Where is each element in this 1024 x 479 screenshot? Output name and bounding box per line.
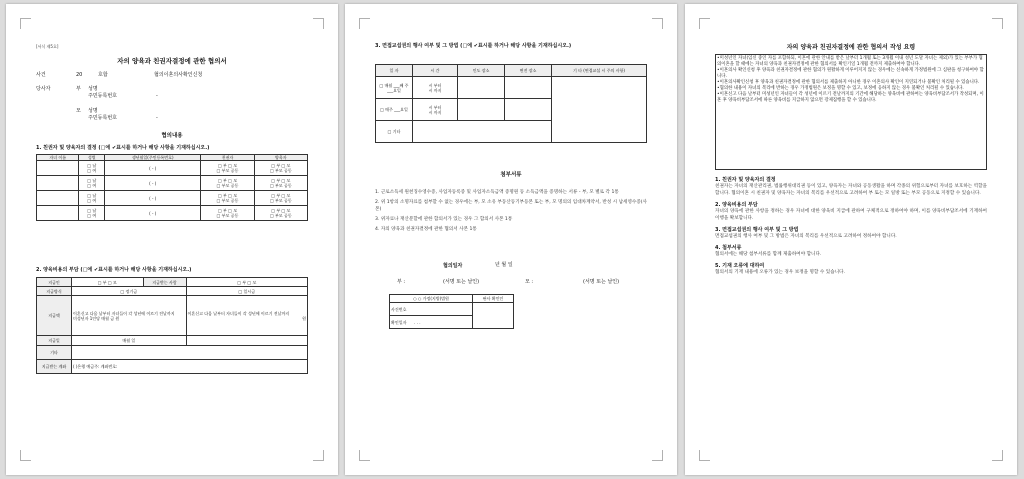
birth-cell[interactable]: ( - ) xyxy=(105,161,201,176)
case-label: 사건 xyxy=(36,72,46,78)
guardian-cell[interactable] xyxy=(254,176,307,191)
child-name-cell[interactable] xyxy=(37,161,79,176)
opt-mother[interactable]: □ 모 xyxy=(228,193,238,198)
crop-mark xyxy=(359,18,370,29)
crop-mark xyxy=(20,450,31,461)
table-row xyxy=(37,191,308,206)
court-box xyxy=(389,294,514,329)
case-name: 협의이혼의사확인신청 xyxy=(154,72,203,78)
support-table xyxy=(36,277,308,374)
note-item: • 이혼신고 다음 날부터 미성년인 자녀들이 각 성년에 이르기 전날까지의 기간에 해당하는 양육비에 관하여는 양육비부담조서가 작성되며, 이혼 후 양육비부담조서에 따른 양육비를 지급하지 않으면 강제집행을 할 수 있습니다. xyxy=(717,92,985,104)
note-item: • 이혼의사확인신청 후 양육과 친권자결정에 관한 협의서를 제출하지 아니한 경우 이혼의사 확인이 지연되거나 불확인 처리될 수 있습니다. xyxy=(717,80,985,86)
dash: - xyxy=(156,115,158,121)
crop-mark xyxy=(992,18,1003,29)
dash: - xyxy=(156,93,158,99)
attachment-item: 2. 위 1항의 소명자료를 첨부할 수 없는 경우에는 부, 모 소유 부동산등기부등본 또는 부, 모 명의의 임대차계약서, 반성 시 납세영수증(사본) xyxy=(375,200,647,212)
case-number-row[interactable] xyxy=(390,303,473,316)
time-cell[interactable] xyxy=(413,99,458,121)
child-name-cell[interactable] xyxy=(37,206,79,221)
judge-confirm: 판사 확인인 xyxy=(473,295,514,303)
page-title: 자의 양육과 친권자결정에 관한 협의서 xyxy=(117,57,227,65)
amount-periodic[interactable] xyxy=(72,296,187,336)
opt-mother[interactable]: □ 모 xyxy=(228,178,238,183)
case-year: 20 xyxy=(76,72,83,78)
section-head: 협의내용 xyxy=(161,133,183,139)
name-label: 성명 xyxy=(88,108,98,114)
mother-sign-label: 모 : xyxy=(525,279,534,285)
header-cell: 일 자 xyxy=(376,65,413,77)
crop-mark xyxy=(699,18,710,29)
gender-cell[interactable] xyxy=(79,206,105,221)
date-lump[interactable] xyxy=(186,336,307,346)
id-label: 주민등록번호 xyxy=(88,115,117,121)
day-other[interactable]: □ 기타 xyxy=(376,121,413,143)
gender-cell[interactable] xyxy=(79,191,105,206)
custody-cell[interactable] xyxy=(201,206,254,221)
opt-father[interactable]: □ 부 xyxy=(217,208,227,213)
time-from: 시 부터 xyxy=(428,82,442,88)
crop-mark xyxy=(313,450,324,461)
day-weekly[interactable]: □ 매주 ___요일 xyxy=(376,99,413,121)
opt-father[interactable]: □ 부 xyxy=(271,163,281,168)
notes-box xyxy=(715,54,987,170)
date-dots: . . . xyxy=(414,319,421,325)
attachments-head: 첨부서류 xyxy=(500,172,522,178)
handover-place[interactable] xyxy=(458,77,505,99)
gender-cell[interactable] xyxy=(79,176,105,191)
payer-opts[interactable] xyxy=(72,278,144,287)
opt-father[interactable]: □ 부 xyxy=(217,178,227,183)
guardian-cell[interactable] xyxy=(254,206,307,221)
crop-mark xyxy=(359,450,370,461)
header-cell: 기 타 (면접교섭 시 주의 사항) xyxy=(552,65,647,77)
father-sign-note: (서명 또는 날인) xyxy=(443,279,480,285)
gender-female[interactable]: □ 여 xyxy=(87,213,97,218)
crop-mark xyxy=(992,450,1003,461)
opt-joint[interactable]: □ 부모 공동 xyxy=(216,183,239,188)
meeting-place[interactable] xyxy=(505,77,552,99)
receiver-label: 지급받는 사람 xyxy=(143,278,186,287)
opt-joint[interactable]: □ 부모 공동 xyxy=(269,213,292,218)
table-row xyxy=(37,206,308,221)
handover-place[interactable] xyxy=(458,99,505,121)
header-cell: 자녀 이름 xyxy=(37,155,79,161)
header-cell: 성별 xyxy=(79,155,105,161)
opt-mother[interactable]: □ 모 xyxy=(228,163,238,168)
method-periodic[interactable]: □ 정기금 xyxy=(72,287,187,296)
opt-father[interactable]: □ 부 xyxy=(271,178,281,183)
guardian-cell[interactable] xyxy=(254,191,307,206)
opt-father[interactable]: □ 부 xyxy=(97,279,107,285)
time-from: 시 부터 xyxy=(428,104,442,110)
attachment-item: 4. 자의 양육과 친권자결정에 관한 협의서 사본 1통 xyxy=(375,227,477,232)
case-type: 호합 xyxy=(98,72,108,78)
other-label: 기타 xyxy=(37,346,72,360)
child-name-cell[interactable] xyxy=(37,176,79,191)
note-item: • 미성년인 자녀(임신 중인 자를 포함하되, 이혼에 관한 안내를 받은 날부터 1개월 또는 3개월 이내 성년 도달 자녀는 제외)가 있는 부부가 협의이혼을 할 때에는 자녀의 양육과 친권자결정에 관한 협의서를 확인기일 1개월 전까지 제출하여야 합니다. xyxy=(717,56,985,68)
other-field[interactable] xyxy=(72,346,308,360)
confirm-date-label: 확인일자 xyxy=(391,319,407,325)
guide-section-4: 4. 첨부서류 xyxy=(715,245,742,251)
opt-joint[interactable]: □ 부모 공동 xyxy=(216,213,239,218)
opt-mother[interactable]: □ 모 xyxy=(247,279,257,285)
custody-cell[interactable] xyxy=(201,161,254,176)
amount-text: 이혼신고 다음 날부터 자녀들이 각 성년에 이르기 전날까지 xyxy=(187,310,290,316)
opt-mother[interactable]: □ 모 xyxy=(281,193,291,198)
guide-paragraph: 자녀의 양육에 관한 사항을 정하는 경우 자녀에 대한 양육비 지급에 관하여 구체적으로 정하여야 하며, 이를 양육비부담조서에 기재하여 이행을 확보합니다. xyxy=(715,209,987,221)
guide-title: 자의 양육과 친권자결정에 관한 협의서 작성 요령 xyxy=(786,44,916,51)
amount-label: 지급액 xyxy=(37,296,72,336)
amount-lump[interactable] xyxy=(186,296,307,336)
date-label: 협의일자 xyxy=(443,263,463,269)
opt-joint[interactable]: □ 부모 공동 xyxy=(269,183,292,188)
gender-female[interactable]: □ 여 xyxy=(87,183,97,188)
crop-mark xyxy=(313,18,324,29)
meeting-place[interactable] xyxy=(505,99,552,121)
id-label: 주민등록번호 xyxy=(88,93,117,99)
time-to: 시 까지 xyxy=(428,87,442,93)
form-tag: [서식 제5호] xyxy=(36,44,59,49)
gender-female[interactable]: □ 여 xyxy=(87,168,97,173)
notes-cell[interactable] xyxy=(552,77,647,143)
amount-unit: 원 xyxy=(302,315,306,321)
party-label: 당사자 xyxy=(36,86,51,92)
case-number-label: 사건번호 xyxy=(391,306,407,312)
mother-label: 모 xyxy=(76,108,81,114)
judge-seal xyxy=(473,303,514,329)
guide-section-3: 3. 면접교섭권의 행사 여부 및 그 방법 xyxy=(715,227,799,233)
table-row xyxy=(37,161,308,176)
section-2-title: 2. 양육비용의 부담 (□에 ✔표시를 하거나 해당 사항을 기재하십시오.) xyxy=(36,267,192,273)
method-label: 지급방식 xyxy=(37,287,72,296)
date-periodic[interactable]: 매월 일 xyxy=(72,336,187,346)
account-label: 지급받는 계좌 xyxy=(37,360,72,374)
name-label: 성명 xyxy=(88,86,98,92)
account-field[interactable]: ( )은행 예금주: 계좌번호: xyxy=(72,360,308,374)
section-1-title: 1. 친권자 및 양육자의 결정 (□에 ✔표시를 하거나 해당 사항을 기재하십시오.) xyxy=(36,145,210,151)
opt-mother[interactable]: □ 모 xyxy=(228,208,238,213)
father-sign-label: 부 : xyxy=(397,279,406,285)
gender-male[interactable]: □ 남 xyxy=(87,178,97,183)
confirm-date-row[interactable] xyxy=(390,316,473,329)
gender-cell[interactable] xyxy=(79,161,105,176)
gender-male[interactable]: □ 남 xyxy=(87,193,97,198)
crop-mark xyxy=(699,450,710,461)
opt-father[interactable]: □ 부 xyxy=(271,193,281,198)
gender-female[interactable]: □ 여 xyxy=(87,198,97,203)
note-item: • 이혼의사 확인신청 후 양육과 친권자결정에 관한 협의가 원활하게 이루어지지 않는 경우에는 신속하게 가정법원에 그 심판을 청구하여야 합니다. xyxy=(717,68,985,80)
document-page-2 xyxy=(345,4,677,475)
date-label: 지급일 xyxy=(37,336,72,346)
opt-joint[interactable]: □ 부모 공동 xyxy=(269,168,292,173)
mother-sign-note: (서명 또는 날인) xyxy=(583,279,620,285)
opt-joint[interactable]: □ 부모 공동 xyxy=(216,168,239,173)
court-name: ○ ○ 가정(지방)법원 xyxy=(390,295,473,303)
birth-cell[interactable]: ( - ) xyxy=(105,206,201,221)
guide-paragraph: 협의서의 기재 내용에 오류가 있는 경우 보정을 명할 수 있습니다. xyxy=(715,270,845,275)
gender-male[interactable]: □ 남 xyxy=(87,208,97,213)
payer-label: 지급인 xyxy=(37,278,72,287)
opt-mother[interactable]: □ 모 xyxy=(281,178,291,183)
note-item: • 협의한 내용이 자녀의 복리에 반하는 경우 가정법원은 보정을 명할 수 있고, 보정에 응하지 않는 경우 불확인 처리될 수 있습니다. xyxy=(717,86,985,92)
method-lump[interactable]: □ 일시금 xyxy=(186,287,307,296)
guide-section-5: 5. 기재 오류에 대하여 xyxy=(715,263,765,269)
day-monthly[interactable]: □ 매월 ___째 주 ___요일 xyxy=(376,77,413,99)
guide-body xyxy=(715,176,987,276)
time-to: 시 까지 xyxy=(428,109,442,115)
guide-paragraph: 협의서에는 해당 첨부서류를 함께 제출하여야 합니다. xyxy=(715,252,822,257)
opt-father[interactable]: □ 부 xyxy=(217,193,227,198)
attachment-item: 3. 위자료나 재산분할에 관한 합의서가 있는 경우 그 합의서 사본 1통 xyxy=(375,217,513,222)
section-3-title: 3. 면접교섭권의 행사 여부 및 그 방법 (□에 ✔표시를 하거나 해당 사항을 기재하십시오.) xyxy=(375,43,572,49)
guide-paragraph: 친권자는 자녀의 재산관리권, 법률행위대리권 등이 있고, 양육자는 자녀와 공동생활을 하며 각종의 위험으로부터 자녀를 보호하는 역할을 합니다. 협의이혼 시 친권자 및 양육자는 자녀의 복리를 우선적으로 고려하여 부 또는 모 일방 또는 부모 공동으로 지정할 수 있습니다. xyxy=(715,184,987,196)
custody-cell[interactable] xyxy=(201,176,254,191)
opt-mother[interactable]: □ 모 xyxy=(281,208,291,213)
opt-joint[interactable]: □ 부모 공동 xyxy=(216,198,239,203)
opt-father[interactable]: □ 부 xyxy=(237,279,247,285)
header-cell: 인도 장소 xyxy=(458,65,505,77)
opt-father[interactable]: □ 부 xyxy=(271,208,281,213)
crop-mark xyxy=(20,18,31,29)
header-cell: 시 간 xyxy=(413,65,458,77)
document-page-1 xyxy=(6,4,338,475)
amount-text: 이혼신고 다음 날부터 자녀들이 각 성년에 이르기 전날까지 xyxy=(73,310,175,316)
amount-text: 미성년자 1인당 매월 금 원 xyxy=(73,315,120,321)
date-text: 년 월 일 xyxy=(495,262,513,268)
attachments-list xyxy=(375,189,647,233)
header-cell: 면전 장소 xyxy=(505,65,552,77)
header-cell: 생년월일(주민등록번호) xyxy=(105,155,201,161)
table-row xyxy=(37,176,308,191)
guide-section-2: 2. 양육비용의 부담 xyxy=(715,202,758,208)
document-page-3 xyxy=(685,4,1017,475)
guardian-cell[interactable] xyxy=(254,161,307,176)
child-name-cell[interactable] xyxy=(37,191,79,206)
guide-paragraph: 면접교섭권의 행사 여부 및 그 방법은 자녀의 복리를 우선적으로 고려하여 정하여야 합니다. xyxy=(715,234,897,239)
other-cell[interactable] xyxy=(413,121,552,143)
opt-joint[interactable]: □ 부모 공동 xyxy=(269,198,292,203)
gender-male[interactable]: □ 남 xyxy=(87,163,97,168)
opt-father[interactable]: □ 부 xyxy=(217,163,227,168)
crop-mark xyxy=(652,450,663,461)
custody-table xyxy=(36,154,308,221)
crop-mark xyxy=(652,18,663,29)
birth-cell[interactable]: ( - ) xyxy=(105,176,201,191)
visitation-table xyxy=(375,64,647,143)
custody-cell[interactable] xyxy=(201,191,254,206)
time-cell[interactable] xyxy=(413,77,458,99)
opt-mother[interactable]: □ 모 xyxy=(107,279,117,285)
guide-section-1: 1. 친권자 및 양육자의 결정 xyxy=(715,177,776,183)
father-label: 부 xyxy=(76,86,81,92)
receiver-opts[interactable] xyxy=(186,278,307,287)
birth-cell[interactable]: ( - ) xyxy=(105,191,201,206)
opt-mother[interactable]: □ 모 xyxy=(281,163,291,168)
header-cell: 양육자 xyxy=(254,155,307,161)
header-cell: 친권자 xyxy=(201,155,254,161)
attachment-item: 1. 근로소득세 원천징수영수증, 사업자등록증 및 사업자소득금액 증명원 등 소득금액을 증명하는 서류 - 부, 모 별로 각 1통 xyxy=(375,190,619,195)
